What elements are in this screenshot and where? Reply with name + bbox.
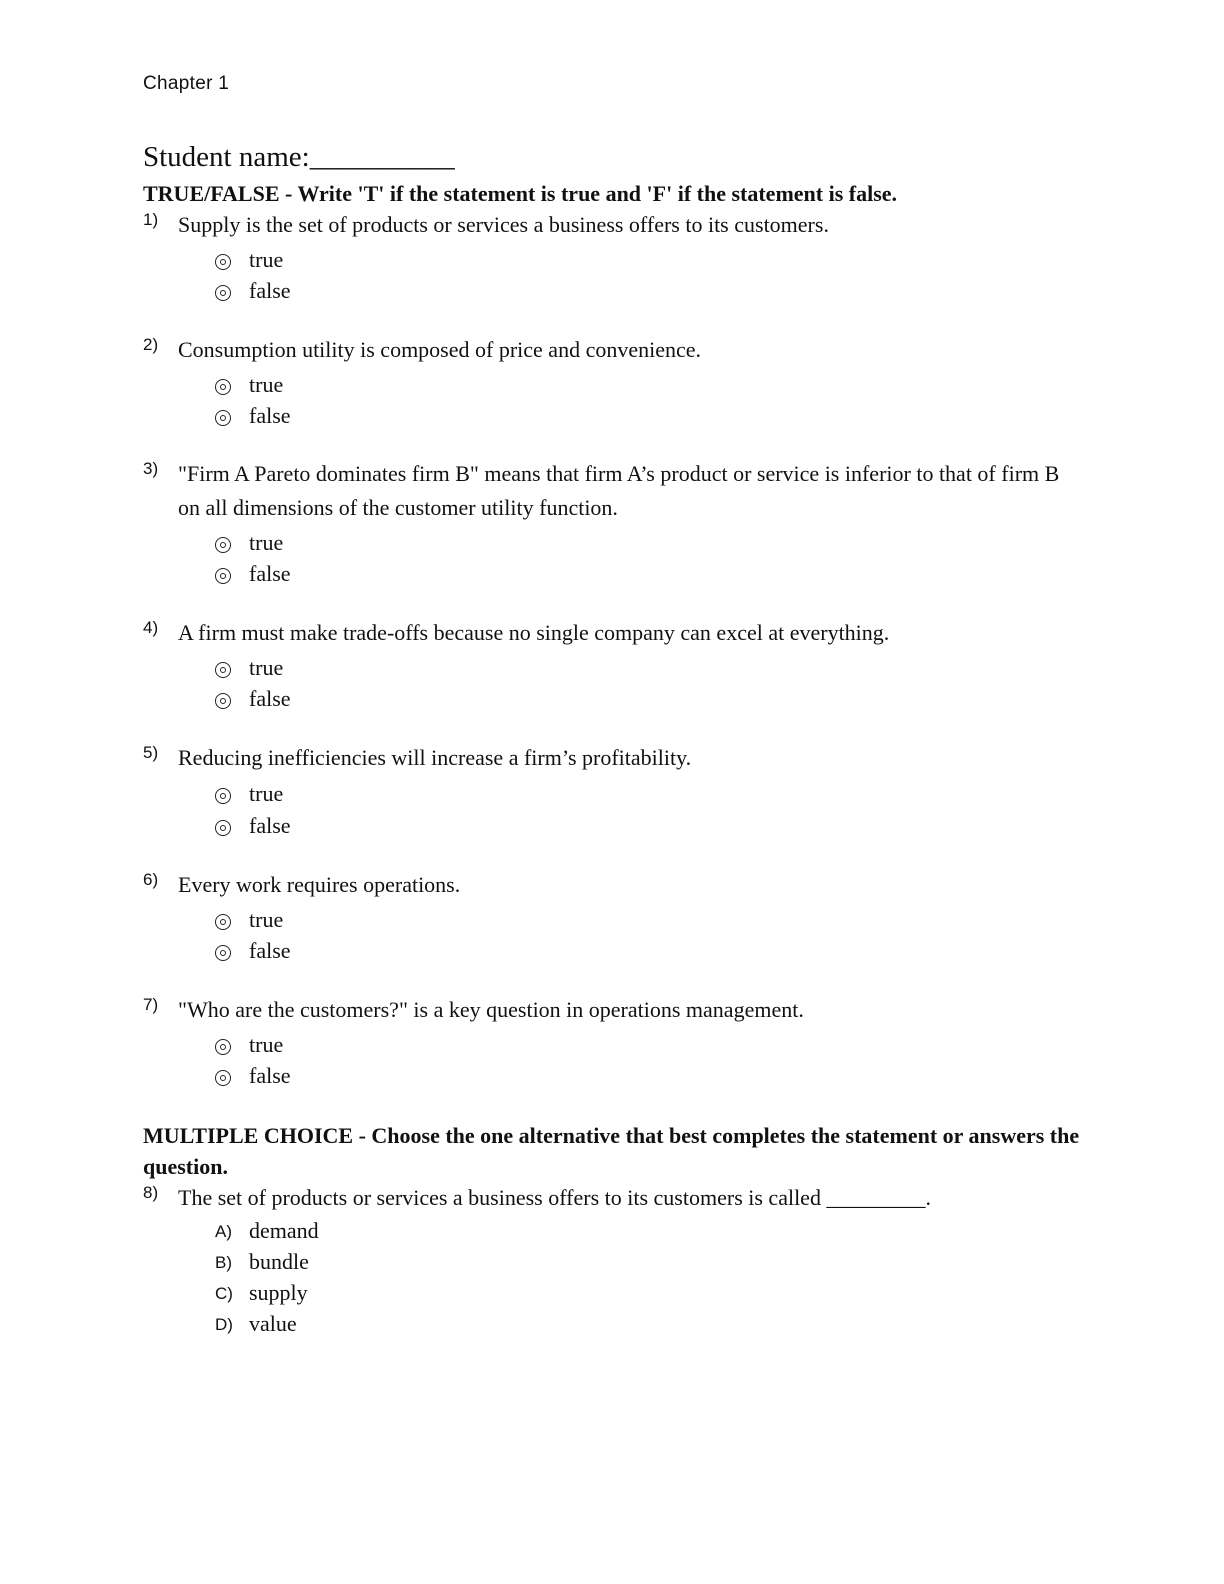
radio-icon[interactable] (215, 285, 231, 301)
question-number: 3) (143, 459, 159, 478)
option-label: false (249, 561, 291, 586)
question-number: 6) (143, 870, 159, 889)
multiple-choice-heading: MULTIPLE CHOICE - Choose the one alternative that best completes the statement or answers the question. (143, 1123, 1080, 1179)
option-label: false (249, 403, 291, 428)
option-label: value (249, 1311, 297, 1336)
radio-icon[interactable] (215, 662, 231, 678)
question-text: The set of products or services a business offers to its customers is called _________. (178, 1185, 931, 1210)
student-name-label: Student name:__________ (143, 141, 455, 173)
option-label: false (249, 938, 291, 963)
option-letter: C) (215, 1284, 233, 1303)
radio-icon[interactable] (215, 945, 231, 961)
option-label: bundle (249, 1249, 309, 1274)
option-label: supply (249, 1280, 308, 1305)
question-text: Supply is the set of products or services a business offers to its customers. (178, 212, 829, 237)
radio-icon[interactable] (215, 914, 231, 930)
option-label: true (249, 1032, 284, 1057)
radio-icon[interactable] (215, 1039, 231, 1055)
option-label: false (249, 813, 291, 838)
chapter-header: Chapter 1 (143, 73, 230, 94)
option-label: true (249, 530, 284, 555)
option-label: false (249, 1063, 291, 1088)
option-label: true (249, 247, 284, 272)
question-text: "Firm A Pareto dominates firm B" means that firm A’s product or service is inferior to that of firm B on all dimensions of the customer utility function. (178, 461, 1060, 520)
question-number: 2) (143, 335, 159, 354)
question-text: "Who are the customers?" is a key question in operations management. (178, 997, 804, 1022)
radio-icon[interactable] (215, 379, 231, 395)
radio-icon[interactable] (215, 410, 231, 426)
question-text: Every work requires operations. (178, 872, 461, 897)
option-label: true (249, 372, 284, 397)
question-text: A firm must make trade-offs because no single company can excel at everything. (178, 620, 890, 645)
question-text: Consumption utility is composed of price and convenience. (178, 337, 702, 362)
radio-icon[interactable] (215, 1070, 231, 1086)
radio-icon[interactable] (215, 537, 231, 553)
question-number: 8) (143, 1183, 159, 1202)
radio-icon[interactable] (215, 693, 231, 709)
question-number: 7) (143, 995, 159, 1014)
radio-icon[interactable] (215, 788, 231, 804)
option-letter: B) (215, 1253, 232, 1272)
option-label: false (249, 686, 291, 711)
option-label: false (249, 278, 291, 303)
option-letter: A) (215, 1222, 232, 1241)
radio-icon[interactable] (215, 254, 231, 270)
option-letter: D) (215, 1315, 233, 1334)
question-number: 1) (143, 210, 159, 229)
option-label: true (249, 907, 284, 932)
option-label: true (249, 781, 284, 806)
question-number: 4) (143, 618, 159, 637)
radio-icon[interactable] (215, 568, 231, 584)
radio-icon[interactable] (215, 820, 231, 836)
true-false-heading: TRUE/FALSE - Write 'T' if the statement is true and 'F' if the statement is false. (143, 181, 898, 206)
option-label: true (249, 655, 284, 680)
question-text: Reducing inefficiencies will increase a firm’s profitability. (178, 745, 692, 770)
option-label: demand (249, 1218, 319, 1243)
question-number: 5) (143, 743, 159, 762)
